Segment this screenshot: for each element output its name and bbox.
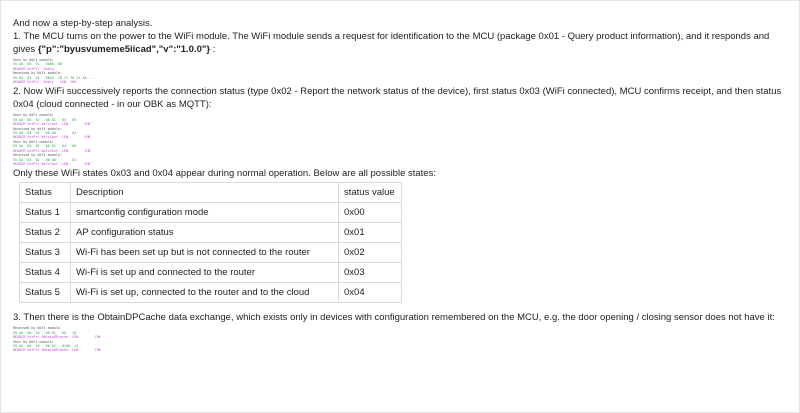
step3-paragraph: 3. Then there is the ObtainDPCache data exchange, which exists only in devices with configuration remembered on the MCU, e.g. the door opening / closing sensor does not have it: bbox=[13, 312, 775, 324]
packet-figure-query: Sent by WiFi module: 55 AA 00 01 0000 00 HEADER VerPrl Query Received by WiFi module: 55 AA 03 01 002A 7B 22 70 22 3A ... HEADER VerPrl Query LEN CHK bbox=[13, 58, 95, 85]
table-cell: 0x03 bbox=[339, 263, 402, 283]
states-intro-paragraph: Only these WiFi states 0x03 and 0x04 appear during normal operation. Below are all possible states: bbox=[13, 168, 436, 180]
packet-figure-wifi-status: Sent by WiFi module: 55 AA 00 02 00 01 03 05 HEADER VerPrl WifiConf LEN CHK Received by WiFi module: 55 AA 03 02 00 00 01 HEADER VerPrl WifiConf LEN CHK Sent by WiFi module: 55 AA 00 02 00 01 04 06 HEADER VerPrl WifiConf LEN CHK Received by WiFi module: 55 AA 03 02 00 00 01 HEADER VerPrl WifiConf LEN CHK bbox=[13, 113, 91, 166]
table-cell: Wi-Fi is set up and connected to the router bbox=[71, 263, 339, 283]
table-header-row bbox=[20, 183, 402, 203]
table-header-cell: status value bbox=[339, 183, 402, 203]
table-cell: smartconfig configuration mode bbox=[71, 203, 339, 223]
table-cell: Wi-Fi has been set up but is not connected to the router bbox=[71, 243, 339, 263]
table-cell: Status 5 bbox=[20, 283, 71, 303]
step2-paragraph: 2. Now WiFi successively reports the connection status (type 0x02 - Report the network status of the device), first status 0x03 (WiFi connected), MCU confirms receipt, and then status 0x04 (cloud connected - in our OBK as MQTT): bbox=[13, 86, 782, 111]
table-cell: 0x00 bbox=[339, 203, 402, 223]
table-row bbox=[20, 243, 402, 263]
table-cell: Status 3 bbox=[20, 243, 71, 263]
table-cell: 0x02 bbox=[339, 243, 402, 263]
wifi-states-table bbox=[19, 182, 402, 303]
table-row bbox=[20, 263, 402, 283]
table-row bbox=[20, 223, 402, 243]
table-cell: Wi-Fi is set up, connected to the router and to the cloud bbox=[71, 283, 339, 303]
step1-tail: : bbox=[210, 44, 216, 55]
json-response: {"p":"byusvumeme5iicad","v":"1.0.0"} bbox=[37, 44, 211, 55]
table-cell: 0x01 bbox=[339, 223, 402, 243]
table-cell: AP configuration status bbox=[71, 223, 339, 243]
table-cell: Status 2 bbox=[20, 223, 71, 243]
table-cell: 0x04 bbox=[339, 283, 402, 303]
intro-paragraph: And now a step-by-step analysis. bbox=[13, 18, 153, 29]
step1-paragraph bbox=[13, 30, 788, 56]
table-cell: Status 4 bbox=[20, 263, 71, 283]
article-body bbox=[13, 17, 788, 354]
table-header-cell: Description bbox=[71, 183, 339, 203]
step1-text: 1. The MCU turns on the power to the WiFi module. The WiFi module sends a request for identification to the MCU (package 0x01 - Query product information), and it responds and gives bbox=[13, 31, 770, 55]
packet-figure-dpcache: Received by WiFi module 55 AA 00 10 00 01 00 10 HEADER VerPrl ObtainDPcache LEN CHK Sent by WiFi module: 55 AA 00 10 00 02 0100 12 HEADER VerPrl ObtainDPcache LEN CHK bbox=[13, 326, 101, 353]
table-cell: Status 1 bbox=[20, 203, 71, 223]
table-row bbox=[20, 203, 402, 223]
table-row bbox=[20, 283, 402, 303]
table-header-cell: Status bbox=[20, 183, 71, 203]
